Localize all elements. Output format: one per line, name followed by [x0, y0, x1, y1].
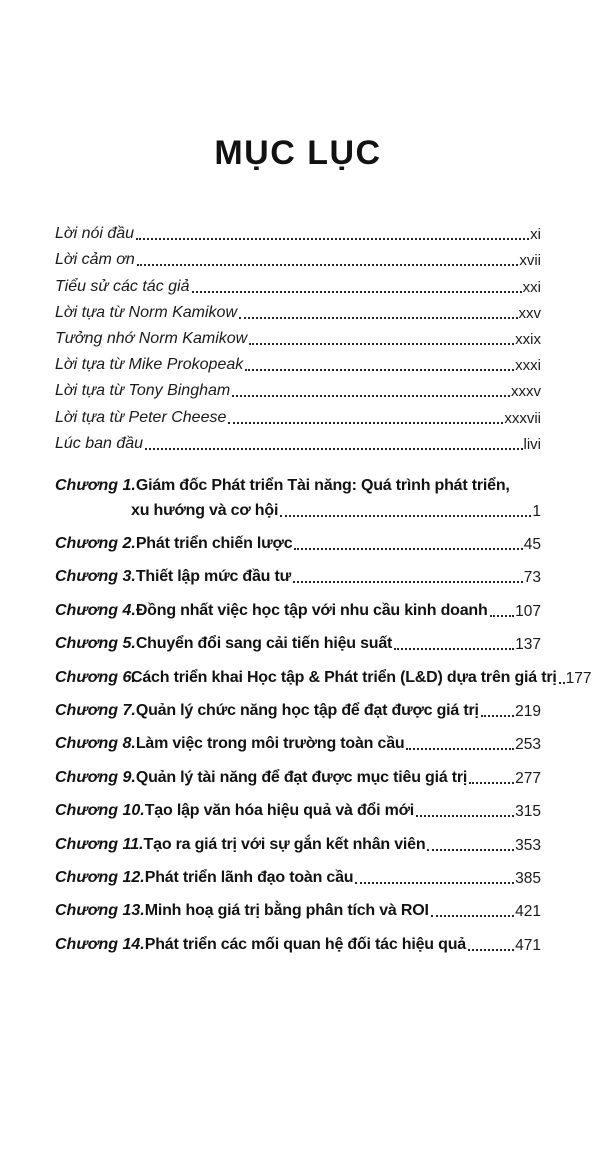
dot-leader	[294, 548, 522, 550]
front-matter-page-number: xxix	[515, 330, 541, 348]
chapter-page-number: 253	[515, 736, 541, 754]
chapter-page-number: 471	[515, 936, 541, 954]
dot-leader	[490, 615, 515, 617]
front-matter-page-number: xvii	[519, 252, 541, 270]
chapter-row	[55, 629, 541, 654]
chapter-list	[55, 471, 592, 955]
chapter-line-1	[55, 663, 592, 688]
chapter-page-number: 219	[515, 703, 541, 721]
chapter-line-1	[55, 830, 541, 855]
front-matter-list	[55, 218, 541, 454]
dot-leader	[406, 748, 514, 750]
chapter-title: Quản lý chức năng học tập để đạt được giá trị	[135, 702, 479, 720]
front-matter-label: Tiểu sử các tác giả	[55, 277, 190, 295]
front-matter-row	[55, 270, 541, 296]
front-matter-page-number: xi	[530, 226, 541, 244]
chapter-row	[55, 596, 541, 621]
chapter-line-1	[55, 562, 541, 587]
front-matter-label: Lời nói đầu	[55, 225, 135, 243]
chapter-number: Chương 2.	[55, 535, 136, 553]
chapter-number: Chương 3.	[55, 568, 136, 586]
chapter-page-number: 45	[523, 536, 541, 554]
dot-leader	[431, 915, 514, 917]
front-matter-label: Lúc ban đầu	[55, 434, 144, 452]
chapter-number: Chương 9.	[55, 768, 136, 786]
chapter-page-number: 73	[523, 569, 541, 587]
front-matter-label: Tưởng nhớ Norm Kamikow	[55, 329, 248, 347]
dot-leader	[136, 238, 529, 240]
chapter-row	[55, 729, 541, 754]
dot-leader	[469, 782, 514, 784]
chapter-row	[55, 529, 541, 554]
chapter-title: Chuyển đổi sang cải tiến hiệu suất	[135, 635, 393, 653]
chapter-number: Chương 10.	[55, 802, 145, 820]
chapter-number: Chương 8.	[55, 735, 136, 753]
front-matter-label: Lời tựa từ Tony Bingham	[55, 382, 231, 400]
chapter-title: Phát triển chiến lược	[135, 535, 293, 553]
chapter-page-number: 353	[515, 836, 541, 854]
chapter-title: Giám đốc Phát triển Tài năng: Quá trình phát triển,	[135, 476, 510, 494]
chapter-page-number: 277	[515, 769, 541, 787]
chapter-number: Chương 6.	[55, 668, 136, 686]
chapter-row	[55, 663, 592, 688]
chapter-page-number: 315	[515, 803, 541, 821]
chapter-row	[55, 696, 541, 721]
chapter-title: Tạo ra giá trị với sự gắn kết nhân viên	[143, 835, 426, 853]
chapter-row	[55, 562, 541, 587]
chapter-title: Đồng nhất việc học tập với nhu cầu kinh doanh	[135, 601, 488, 619]
chapter-title-continued: xu hướng và cơ hội	[131, 501, 279, 519]
chapter-number: Chương 7.	[55, 702, 136, 720]
chapter-row	[55, 796, 541, 821]
dot-leader	[249, 343, 514, 345]
dot-leader	[427, 849, 514, 851]
front-matter-row	[55, 428, 541, 454]
chapter-page-number: 1	[532, 502, 541, 520]
chapter-row	[55, 896, 541, 921]
dot-leader	[293, 581, 523, 583]
chapter-line-1	[55, 596, 541, 621]
chapter-line-1	[55, 471, 541, 496]
chapter-line-1	[55, 896, 541, 921]
dot-leader	[145, 448, 522, 450]
dot-leader	[355, 882, 514, 884]
page-title: MỤC LỤC	[214, 134, 382, 172]
front-matter-label: Lời tựa từ Peter Cheese	[55, 408, 227, 426]
front-matter-row	[55, 323, 541, 349]
dot-leader	[468, 949, 514, 951]
front-matter-row	[55, 297, 541, 323]
chapter-number: Chương 13.	[55, 902, 145, 920]
chapter-page-number: 137	[515, 636, 541, 654]
dot-leader	[239, 317, 518, 319]
chapter-line-1	[55, 930, 541, 955]
chapter-number: Chương 14.	[55, 935, 145, 953]
chapter-title: Phát triển lãnh đạo toàn cầu	[144, 868, 354, 886]
chapter-page-number: 177	[565, 669, 592, 687]
chapter-line-1	[55, 529, 541, 554]
chapter-title: Tạo lập văn hóa hiệu quả và đổi mới	[144, 802, 415, 820]
chapter-line-2	[55, 496, 541, 521]
dot-leader	[137, 264, 519, 266]
front-matter-row	[55, 244, 541, 270]
dot-leader	[228, 422, 503, 424]
chapter-number: Chương 4.	[55, 601, 136, 619]
front-matter-row	[55, 349, 541, 375]
dot-leader	[192, 291, 522, 293]
front-matter-page-number: xxxv	[511, 383, 541, 401]
dot-leader	[280, 515, 531, 517]
chapter-title: Cách triển khai Học tập & Phát triển (L&D) dựa trên giá trị	[131, 668, 557, 686]
chapter-line-1	[55, 696, 541, 721]
dot-leader	[416, 815, 514, 817]
chapter-title: Quản lý tài năng để đạt được mục tiêu giá trị	[135, 768, 468, 786]
chapter-title: Minh hoạ giá trị bằng phân tích và ROI	[144, 902, 429, 920]
chapter-line-1	[55, 729, 541, 754]
chapter-row	[55, 930, 541, 955]
front-matter-label: Lời tựa từ Mike Prokopeak	[55, 356, 244, 374]
chapter-page-number: 421	[515, 903, 541, 921]
chapter-number: Chương 5.	[55, 635, 136, 653]
chapter-number: Chương 12.	[55, 868, 145, 886]
front-matter-page-number: xxv	[518, 304, 541, 322]
chapter-line-1	[55, 763, 541, 788]
dot-leader	[481, 715, 514, 717]
front-matter-row	[55, 401, 541, 427]
dot-leader	[559, 682, 565, 684]
chapter-title: Thiết lập mức đầu tư	[135, 568, 292, 586]
chapter-number: Chương 1.	[55, 476, 136, 494]
chapter-title: Phát triển các mối quan hệ đối tác hiệu quả	[144, 935, 466, 953]
chapter-row	[55, 471, 541, 521]
front-matter-page-number: xxxvii	[504, 409, 541, 427]
chapter-row	[55, 763, 541, 788]
front-matter-row	[55, 375, 541, 401]
dot-leader	[245, 369, 514, 371]
chapter-row	[55, 830, 541, 855]
front-matter-label: Lời tựa từ Norm Kamikow	[55, 303, 237, 321]
front-matter-page-number: xxxi	[515, 357, 541, 375]
dot-leader	[232, 395, 510, 397]
chapter-line-1	[55, 863, 541, 888]
chapter-page-number: 385	[515, 869, 541, 887]
toc-page	[0, 132, 603, 1156]
chapter-page-number: 107	[515, 602, 541, 620]
chapter-line-1	[55, 796, 541, 821]
chapter-title: Làm việc trong môi trường toàn cầu	[135, 735, 405, 753]
chapter-line-1	[55, 629, 541, 654]
chapter-number: Chương 11.	[55, 835, 144, 853]
chapter-row	[55, 863, 541, 888]
dot-leader	[394, 648, 514, 650]
front-matter-page-number: livi	[523, 435, 541, 453]
front-matter-label: Lời cảm ơn	[55, 251, 135, 269]
front-matter-page-number: xxi	[522, 278, 541, 296]
front-matter-row	[55, 218, 541, 244]
